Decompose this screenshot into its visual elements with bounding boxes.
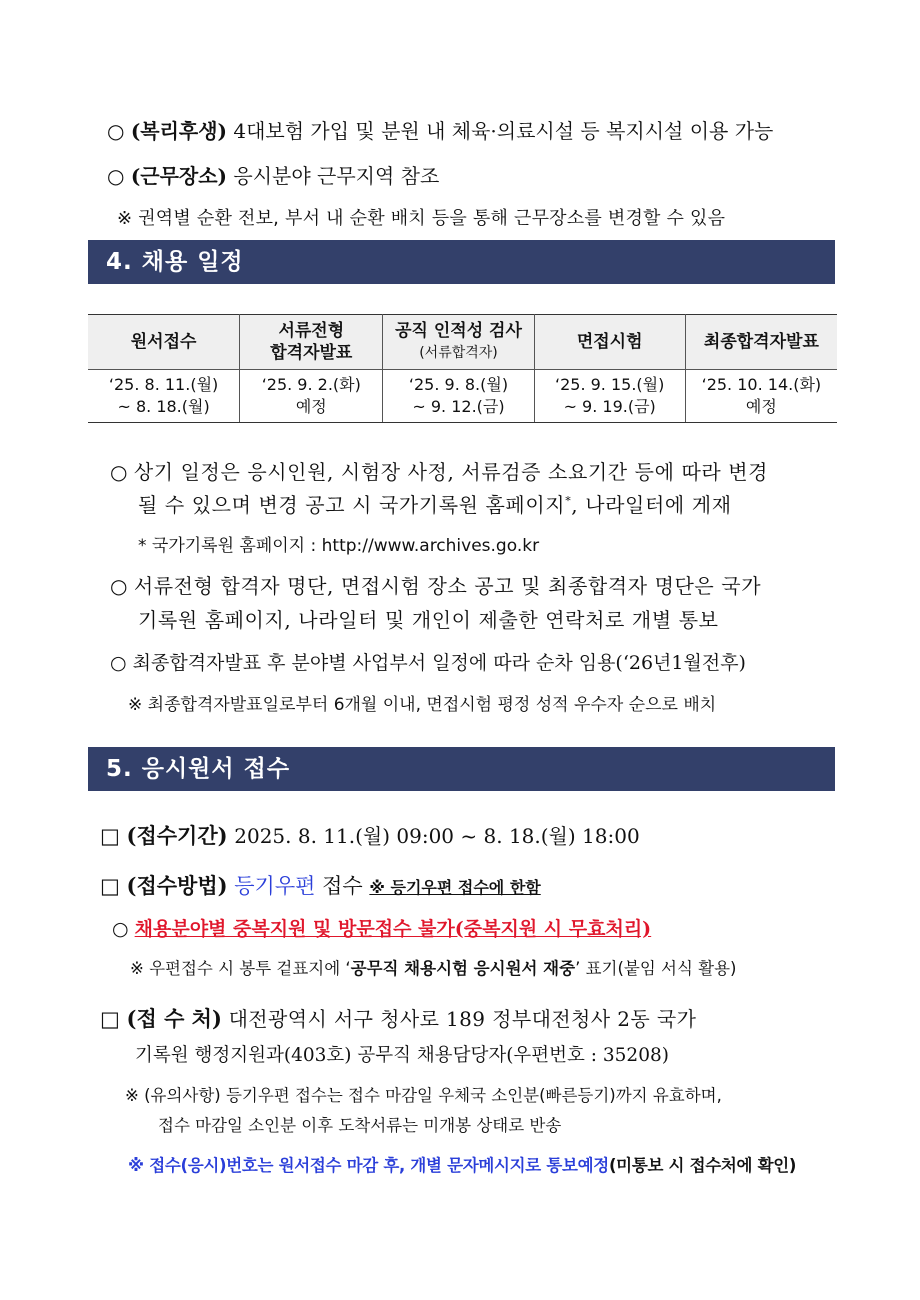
workplace-text: 응시분야 근무지역 참조	[233, 164, 440, 188]
duplicate-warning: ○ 채용분야별 중복지원 및 방문접수 불가(중복지원 시 무효처리)	[112, 918, 652, 940]
envelope-note: ※ 우편접수 시 봉투 겉표지에 ‘공무직 채용시험 응시원서 재중’ 표기(붙임 서식 활용)	[130, 959, 737, 978]
schedule-note-2: ○ 서류전형 합격자 명단, 면접시험 장소 공고 및 최종합격자 명단은 국가	[110, 574, 762, 598]
section-5-heading: 5. 응시원서 접수	[88, 747, 835, 791]
registered-mail: 등기우편	[234, 874, 316, 898]
caution-note-cont: 접수 마감일 소인분 이후 도착서류는 미개봉 상태로 반송	[158, 1116, 562, 1135]
number-notice: ※ 접수(응시)번호는 원서접수 마감 후, 개별 문자메시지로 통보예정(미통보 시 접수처에 확인)	[128, 1156, 797, 1175]
checkbox-icon: □	[100, 1007, 120, 1031]
checkbox-icon: □	[100, 874, 120, 898]
bullet: ○	[107, 164, 125, 188]
schedule-row	[88, 370, 837, 423]
bullet: ○	[110, 460, 128, 484]
apply-method: □ (접수방법) 등기우편 접수 ※ 등기우편 접수에 한함	[100, 873, 541, 898]
header-cell: 공직 인적성 검사 (서류합격자)	[383, 315, 534, 370]
schedule-note-1-cont: 될 수 있으며 변경 공고 시 국가기록원 홈페이지*, 나라일터에 게재	[138, 493, 732, 517]
method-note: ※ 등기우편 접수에 한함	[369, 878, 541, 897]
checkbox-icon: □	[100, 824, 120, 848]
schedule-cell: ‘25. 8. 11.(월) ~ 8. 18.(월)	[88, 370, 240, 423]
apply-place-cont: 기록원 행정지원과(403호) 공무직 채용담당자(우편번호 : 35208)	[135, 1045, 669, 1066]
workplace-label: (근무장소)	[130, 164, 228, 188]
schedule-note-3: ○ 최종합격자발표 후 분야별 사업부서 일정에 따라 순차 임용(‘26년1월전후)	[110, 652, 746, 674]
bullet: ○	[107, 119, 125, 143]
schedule-cell: ‘25. 9. 15.(월) ~ 9. 19.(금)	[534, 370, 685, 423]
header-cell: 서류전형 합격자발표	[240, 315, 383, 370]
header-cell: 면접시험	[534, 315, 685, 370]
bullet: ○	[112, 918, 129, 940]
section-4-heading: 4. 채용 일정	[88, 240, 835, 284]
placement-note: ※ 최종합격자발표일로부터 6개월 이내, 면접시험 평정 성적 우수자 순으로 배치	[128, 695, 717, 715]
header-cell: 원서접수	[88, 315, 240, 370]
homepage-footnote: * 국가기록원 홈페이지 : http://www.archives.go.kr	[138, 536, 540, 556]
workplace-note: ※ 권역별 순환 전보, 부서 내 순환 배치 등을 통해 근무장소를 변경할 수 있음	[117, 208, 726, 229]
bullet: ○	[110, 574, 128, 598]
schedule-table	[88, 314, 837, 423]
schedule-cell: ‘25. 10. 14.(화) 예정	[685, 370, 837, 423]
schedule-cell: ‘25. 9. 8.(월) ~ 9. 12.(금)	[383, 370, 534, 423]
header-cell: 최종합격자발표	[685, 315, 837, 370]
schedule-note-1: ○ 상기 일정은 응시인원, 시험장 사정, 서류검증 소요기간 등에 따라 변경	[110, 460, 769, 484]
workplace-item	[107, 160, 439, 189]
welfare-item	[107, 115, 773, 144]
schedule-note-2-cont: 기록원 홈페이지, 나라일터 및 개인이 제출한 연락처로 개별 통보	[138, 608, 719, 632]
apply-period: □ (접수기간) 2025. 8. 11.(월) 09:00 ~ 8. 18.(월) 18:00	[100, 823, 640, 848]
welfare-label: (복리후생)	[130, 119, 228, 143]
bullet: ○	[110, 652, 127, 674]
schedule-header-row	[88, 315, 837, 370]
apply-place: □ (접 수 처) 대전광역시 서구 청사로 189 정부대전청사 2동 국가	[100, 1006, 697, 1031]
schedule-cell: ‘25. 9. 2.(화) 예정	[240, 370, 383, 423]
caution-note: ※ (유의사항) 등기우편 접수는 접수 마감일 우체국 소인분(빠른등기)까지 유효하며,	[125, 1086, 722, 1105]
welfare-text: 4대보험 가입 및 분원 내 체육·의료시설 등 복지시설 이용 가능	[233, 119, 774, 143]
